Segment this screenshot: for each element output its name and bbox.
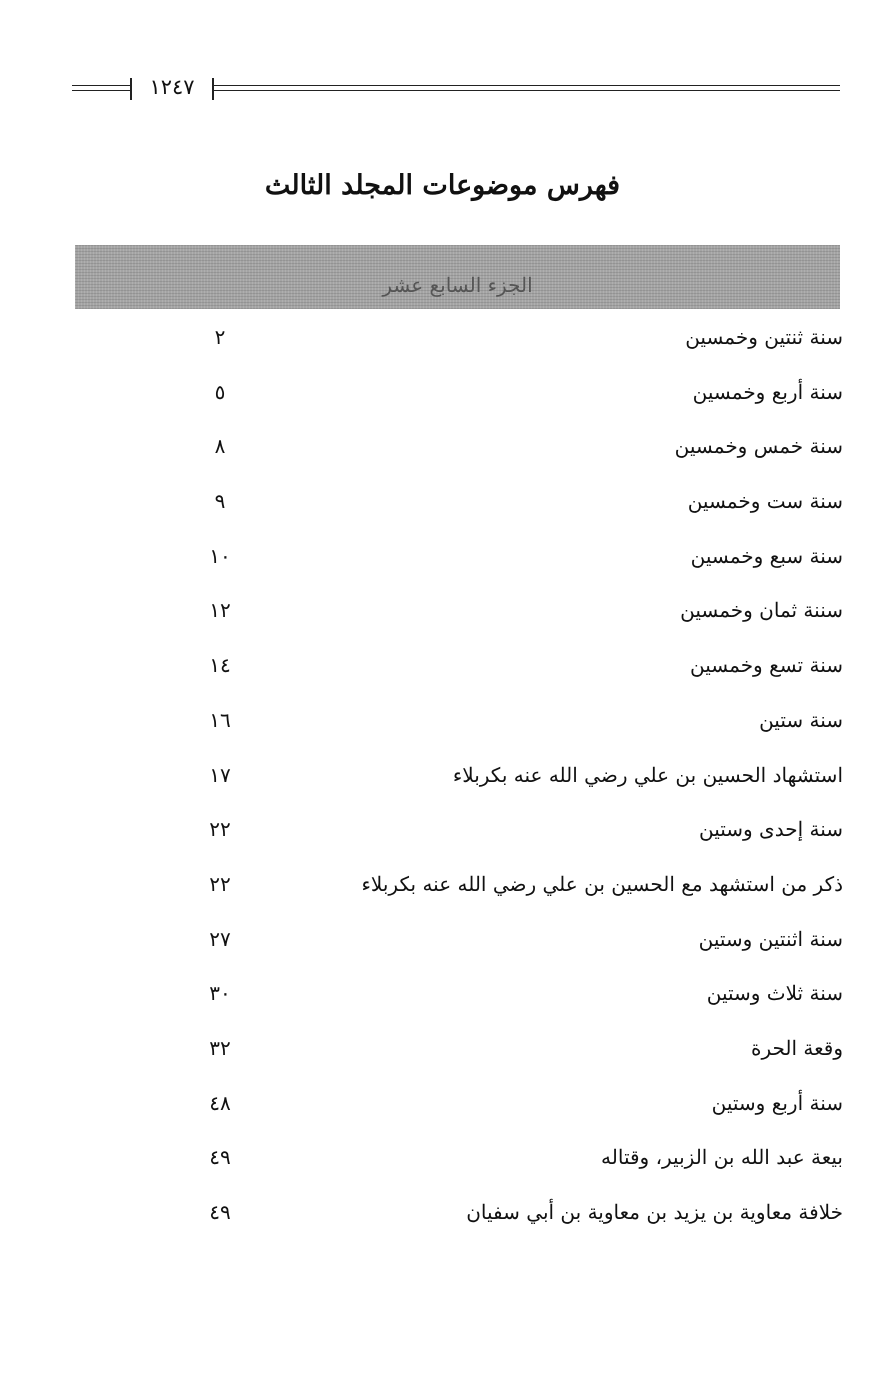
toc-entry-title: سنة سبع وخمسين	[690, 543, 843, 568]
toc-entry-page: ٤٩	[209, 1145, 231, 1170]
toc-entry[interactable]	[0, 693, 885, 748]
section-title: الجزء السابع عشر	[382, 273, 533, 297]
toc-entry[interactable]	[0, 419, 885, 474]
toc-entry-title: سنة ثنتين وخمسين	[685, 325, 843, 349]
toc-entry-page: ٨	[214, 434, 226, 459]
toc-entry-page: ٢٧	[209, 926, 231, 951]
toc-entry-title: سنة ستين	[759, 707, 843, 732]
toc-entry[interactable]	[0, 365, 885, 420]
header-rule-right	[214, 85, 840, 91]
table-of-contents	[0, 310, 885, 1240]
toc-entry[interactable]	[0, 912, 885, 967]
toc-entry[interactable]	[0, 529, 885, 584]
toc-entry[interactable]	[0, 474, 885, 529]
toc-entry-page: ٢٢	[209, 817, 231, 842]
toc-entry-title: سنة أربع وخمسين	[692, 379, 843, 404]
toc-entry-title: وقعة الحرة	[750, 1035, 843, 1060]
toc-entry-page: ٤٩	[209, 1200, 231, 1224]
toc-entry[interactable]	[0, 748, 885, 803]
toc-entry-title: سنة أربع وستين	[711, 1090, 843, 1115]
toc-entry-page: ٥	[214, 379, 226, 404]
toc-entry-page: ١٦	[209, 707, 231, 732]
toc-entry-page: ٣٠	[209, 981, 231, 1006]
toc-entry-title: سنة ست وخمسين	[687, 489, 843, 514]
toc-entry-title: بيعة عبد الله بن الزبير، وقتاله	[601, 1145, 843, 1170]
toc-entry[interactable]	[0, 310, 885, 365]
toc-entry[interactable]	[0, 583, 885, 638]
toc-entry-title: سنة ثلاث وستين	[706, 981, 843, 1006]
toc-entry[interactable]	[0, 1185, 885, 1240]
toc-entry-page: ٣٢	[209, 1035, 231, 1060]
toc-entry-title: سنة خمس وخمسين	[674, 434, 843, 459]
toc-entry[interactable]	[0, 1076, 885, 1131]
header-rule-left	[72, 85, 130, 91]
toc-entry-title: سنة تسع وخمسين	[690, 653, 843, 678]
toc-entry[interactable]	[0, 1130, 885, 1185]
toc-entry-page: ٢	[214, 325, 226, 349]
toc-entry-page: ١٧	[209, 762, 231, 787]
page-title: فهرس موضوعات المجلد الثالث	[264, 170, 621, 202]
toc-entry-page: ١٢	[209, 598, 231, 623]
page-number: ١٢٤٧	[149, 75, 195, 99]
toc-entry[interactable]	[0, 638, 885, 693]
toc-entry-title: سننة ثمان وخمسين	[680, 598, 843, 623]
header-rule-bar-left	[130, 78, 132, 100]
running-header	[72, 75, 840, 100]
toc-entry-page: ٢٢	[209, 871, 231, 896]
toc-entry-title: استشهاد الحسين بن علي رضي الله عنه بكربلاء	[452, 762, 843, 787]
toc-entry-title: سنة إحدى وستين	[698, 817, 843, 842]
toc-entry[interactable]	[0, 857, 885, 912]
toc-entry-title: ذكر من استشهد مع الحسين بن علي رضي الله عنه بكربلاء	[361, 871, 843, 896]
toc-entry-page: ٤٨	[209, 1090, 231, 1115]
toc-entry-page: ٩	[214, 489, 226, 514]
toc-entry[interactable]	[0, 802, 885, 857]
toc-entry[interactable]	[0, 1021, 885, 1076]
toc-entry-title: سنة اثنتين وستين	[698, 926, 843, 951]
toc-entry-page: ١٤	[209, 653, 231, 678]
toc-entry[interactable]	[0, 966, 885, 1021]
toc-entry-page: ١٠	[209, 543, 231, 568]
toc-entry-title: خلافة معاوية بن يزيد بن معاوية بن أبي سفيان	[466, 1200, 843, 1224]
